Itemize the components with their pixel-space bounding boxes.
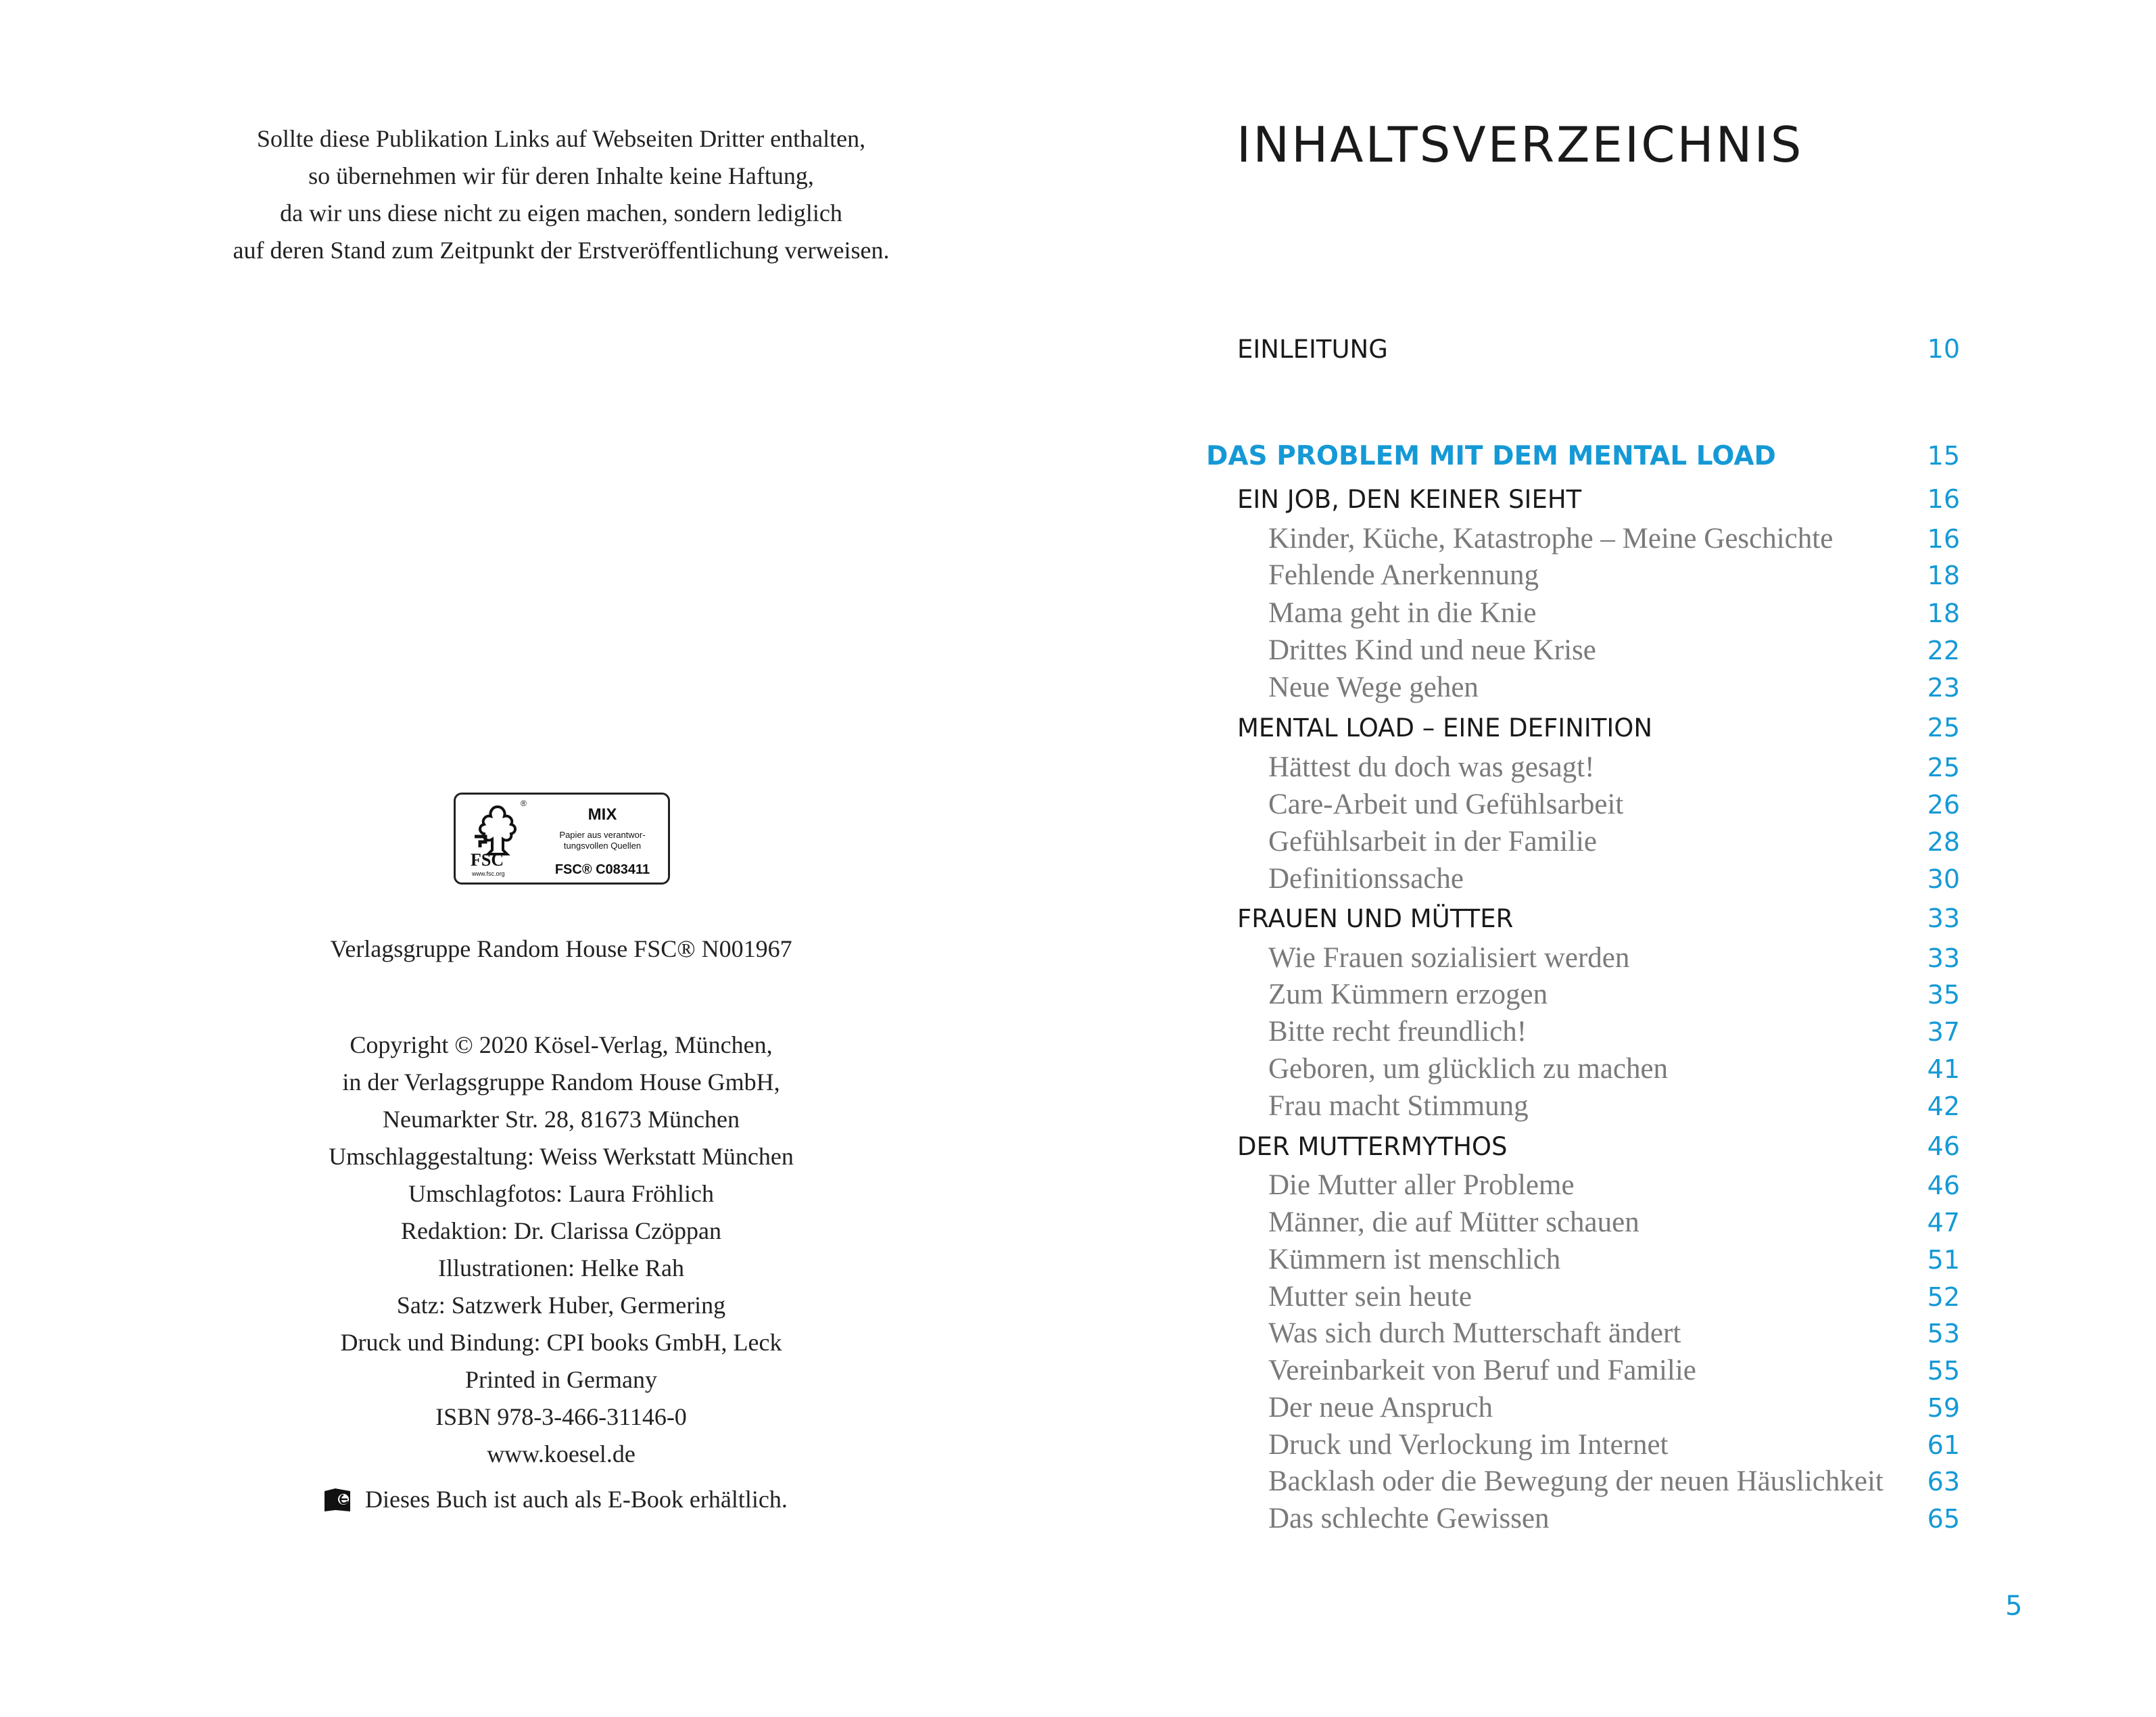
toc-entry[interactable] xyxy=(1268,1052,1960,1085)
toc-entry[interactable] xyxy=(1268,751,1960,784)
toc-entry[interactable] xyxy=(1237,903,1960,933)
toc-entry[interactable] xyxy=(1268,559,1960,592)
toc-entry-label: Hättest du doch was gesagt! xyxy=(1268,751,1595,783)
toc-entry[interactable] xyxy=(1237,334,1960,364)
disclaimer-line: Sollte diese Publikation Links auf Webseiten Dritter enthalten, xyxy=(256,125,866,152)
toc-entry-label: Kümmern ist menschlich xyxy=(1268,1244,1561,1275)
fsc-paper-text xyxy=(538,830,667,851)
toc-entry-page: 18 xyxy=(1927,598,1960,628)
verlag-fsc-line: Verlagsgruppe Random House FSC® N001967 xyxy=(330,935,792,962)
toc-entry-page: 42 xyxy=(1927,1091,1960,1121)
toc-entry[interactable] xyxy=(1268,1015,1960,1048)
toc-entry[interactable] xyxy=(1268,978,1960,1011)
right-page xyxy=(1078,0,2156,1717)
imprint-line: Satz: Satzwerk Huber, Germering xyxy=(396,1292,726,1319)
toc-entry-label: Bitte recht freundlich! xyxy=(1268,1016,1527,1048)
toc-entry-page: 22 xyxy=(1927,636,1960,665)
toc-entry[interactable] xyxy=(1268,1391,1960,1424)
toc-entry-label: Männer, die auf Mütter schauen xyxy=(1268,1206,1639,1238)
fsc-brand: FSC xyxy=(471,850,504,870)
toc-entry-label: EINLEITUNG xyxy=(1237,335,1388,364)
disclaimer-line: so übernehmen wir für deren Inhalte keine Haftung, xyxy=(308,162,814,189)
website-link[interactable]: www.koesel.de xyxy=(487,1440,636,1467)
toc-entry[interactable] xyxy=(1268,596,1960,630)
toc-entry-label: Care-Arbeit und Gefühlsarbeit xyxy=(1268,789,1624,820)
toc-entry[interactable] xyxy=(1237,484,1960,514)
toc-entry-page: 61 xyxy=(1927,1430,1960,1460)
toc-entry-page: 47 xyxy=(1927,1208,1960,1238)
disclaimer-line: da wir uns diese nicht zu eigen machen, sondern lediglich xyxy=(280,199,842,227)
toc-entry-page: 25 xyxy=(1927,753,1960,782)
toc-entry[interactable] xyxy=(1268,825,1960,858)
toc-entry[interactable] xyxy=(1268,1502,1960,1535)
toc-entry[interactable] xyxy=(1268,1206,1960,1239)
imprint-line: Redaktion: Dr. Clarissa Czöppan xyxy=(401,1217,721,1244)
link-disclaimer xyxy=(162,120,960,269)
toc-entry-label: DAS PROBLEM MIT DEM MENTAL LOAD xyxy=(1206,441,1776,471)
toc-entry[interactable] xyxy=(1237,713,1960,743)
toc-entry[interactable] xyxy=(1268,788,1960,821)
fsc-logo xyxy=(454,793,670,885)
page-number: 5 xyxy=(2005,1591,2023,1622)
registered-mark: ® xyxy=(521,799,527,808)
toc-entry[interactable] xyxy=(1268,1428,1960,1461)
toc-entry-page: 25 xyxy=(1927,713,1960,743)
imprint-line: ISBN 978-3-466-31146-0 xyxy=(435,1403,687,1430)
toc-entry-label: EIN JOB, DEN KEINER SIEHT xyxy=(1237,485,1582,514)
toc-entry[interactable] xyxy=(1237,1131,1960,1161)
toc-entry-label: Fehlende Anerkennung xyxy=(1268,559,1539,591)
fsc-paper-line: Papier aus verantwor- xyxy=(559,830,646,840)
fsc-code: FSC® C083411 xyxy=(554,862,650,877)
toc-entry-page: 37 xyxy=(1927,1017,1960,1047)
toc-entry-label: Geboren, um glücklich zu machen xyxy=(1268,1053,1669,1085)
toc-title: INHALTSVERZEICHNIS xyxy=(1237,116,1804,173)
fsc-url: www.fsc.org xyxy=(472,870,505,877)
toc-entry-page: 26 xyxy=(1927,790,1960,820)
toc-entry-label: Backlash oder die Bewegung der neuen Häuslichkeit xyxy=(1268,1465,1884,1497)
toc-entry-page: 10 xyxy=(1927,334,1960,364)
toc-entry-label: Kinder, Küche, Katastrophe – Meine Geschichte xyxy=(1268,523,1834,555)
toc-entry-label: Mutter sein heute xyxy=(1268,1281,1472,1313)
ebook-text: Dieses Buch ist auch als E-Book erhältlich. xyxy=(365,1486,788,1513)
toc-entry-label: Drittes Kind und neue Krise xyxy=(1268,634,1596,666)
toc-entry-label: Was sich durch Mutterschaft ändert xyxy=(1268,1317,1681,1349)
toc-entry-page: 59 xyxy=(1927,1393,1960,1423)
toc-entry-page: 15 xyxy=(1927,441,1960,471)
toc-entry[interactable] xyxy=(1268,1169,1960,1202)
toc-entry-label: Druck und Verlockung im Internet xyxy=(1268,1429,1669,1461)
toc-entry-label: Frau macht Stimmung xyxy=(1268,1090,1529,1122)
toc-entry-page: 28 xyxy=(1927,827,1960,857)
toc-entry[interactable] xyxy=(1268,522,1960,555)
toc-entry-label: Wie Frauen sozialisiert werden xyxy=(1268,942,1630,974)
toc-entry-label: Die Mutter aller Probleme xyxy=(1268,1169,1575,1201)
toc-entry[interactable] xyxy=(1268,1317,1960,1350)
toc-entry-label: Zum Kümmern erzogen xyxy=(1268,979,1548,1010)
toc-entry[interactable] xyxy=(1268,671,1960,704)
toc-entry[interactable] xyxy=(1268,1280,1960,1313)
toc-entry-label: MENTAL LOAD – EINE DEFINITION xyxy=(1237,713,1653,743)
toc-entry[interactable] xyxy=(1268,1465,1960,1498)
imprint-line: Illustrationen: Helke Rah xyxy=(438,1254,684,1281)
toc-entry-label: DER MUTTERMYTHOS xyxy=(1237,1132,1508,1161)
imprint-line: Printed in Germany xyxy=(465,1366,657,1393)
toc-entry-page: 16 xyxy=(1927,484,1960,514)
toc-entry-page: 23 xyxy=(1927,673,1960,703)
imprint-line: in der Verlagsgruppe Random House GmbH, xyxy=(342,1068,780,1096)
toc-entry-label: Das schlechte Gewissen xyxy=(1268,1503,1550,1534)
imprint-line: Umschlaggestaltung: Weiss Werkstatt München xyxy=(329,1143,794,1170)
fsc-paper-line: tungsvollen Quellen xyxy=(563,841,642,851)
toc-entry-page: 65 xyxy=(1927,1504,1960,1534)
imprint-line: Neumarkter Str. 28, 81673 München xyxy=(383,1106,740,1133)
toc-entry[interactable] xyxy=(1206,441,1960,471)
disclaimer-line: auf deren Stand zum Zeitpunkt der Erstveröffentlichung verweisen. xyxy=(233,237,890,264)
toc-entry[interactable] xyxy=(1268,1089,1960,1123)
fsc-mix-label: MIX xyxy=(588,805,617,824)
imprint xyxy=(162,1027,960,1473)
toc-entry-page: 30 xyxy=(1927,864,1960,894)
toc-entry-page: 46 xyxy=(1927,1171,1960,1200)
toc-entry-page: 63 xyxy=(1927,1467,1960,1497)
ebook-note xyxy=(323,1485,788,1513)
toc-entry-label: Definitionssache xyxy=(1268,863,1464,895)
toc-entry-label: FRAUEN UND MÜTTER xyxy=(1237,904,1514,933)
imprint-line: Copyright © 2020 Kösel-Verlag, München, xyxy=(350,1031,773,1058)
toc-entry-label: Der neue Anspruch xyxy=(1268,1392,1493,1424)
toc-entry-page: 51 xyxy=(1927,1245,1960,1275)
ebook-icon xyxy=(323,1486,353,1513)
toc-entry[interactable] xyxy=(1268,1243,1960,1276)
toc-entry-label: Mama geht in die Knie xyxy=(1268,597,1537,629)
imprint-line: Druck und Bindung: CPI books GmbH, Leck xyxy=(340,1329,782,1356)
toc-entry-label: Vereinbarkeit von Beruf und Familie xyxy=(1268,1355,1696,1386)
toc-entry[interactable] xyxy=(1268,862,1960,895)
toc-entry-page: 33 xyxy=(1927,943,1960,973)
toc-entry-page: 35 xyxy=(1927,980,1960,1010)
toc-entry-page: 53 xyxy=(1927,1319,1960,1348)
toc-entry-page: 16 xyxy=(1927,524,1960,554)
toc-entry[interactable] xyxy=(1268,1354,1960,1387)
imprint-line: Umschlagfotos: Laura Fröhlich xyxy=(408,1180,714,1207)
toc-entry[interactable] xyxy=(1268,941,1960,974)
toc-entry-page: 33 xyxy=(1927,903,1960,933)
toc-entry-label: Gefühlsarbeit in der Familie xyxy=(1268,826,1597,857)
toc-entry-label: Neue Wege gehen xyxy=(1268,672,1479,703)
toc-entry[interactable] xyxy=(1268,634,1960,667)
toc-entry-page: 41 xyxy=(1927,1054,1960,1084)
toc-entry-page: 55 xyxy=(1927,1356,1960,1386)
toc-entry-page: 18 xyxy=(1927,561,1960,590)
toc-entry-page: 46 xyxy=(1927,1131,1960,1161)
toc-entry-page: 52 xyxy=(1927,1282,1960,1312)
